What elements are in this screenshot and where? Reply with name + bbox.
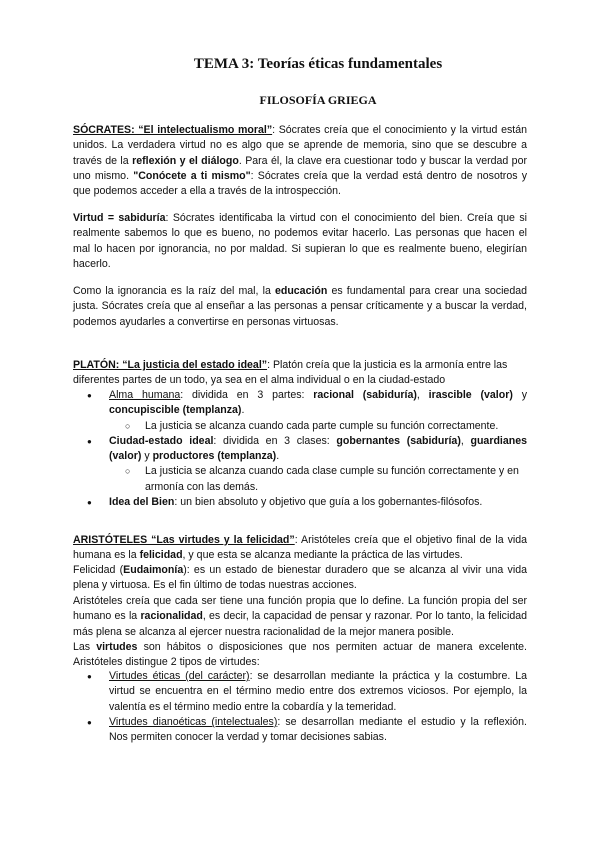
section-title: FILOSOFÍA GRIEGA [259, 93, 377, 107]
list-item: ● Idea del Bien: un bien absoluto y objetivo que guía a los gobernantes-filósofos. [73, 495, 527, 510]
aristoteles-intro: ARISTÓTELES “Las virtudes y la felicidad”: Aristóteles creía que el objetivo final de la vida humana es la felicidad, y que esta se alcanza mediante la práctica de las virtudes. [73, 534, 528, 562]
page-title: TEMA 3: Teorías éticas fundamentales [193, 56, 443, 72]
list-item: ● Ciudad-estado ideal: dividida en 3 clases: gobernantes (sabiduría), guardianes (valor) y productores (templanza). [73, 434, 527, 465]
list-item: ● Alma humana: dividida en 3 partes: racional (sabiduría), irascible (valor) y concupiscible (templanza). [73, 388, 527, 419]
platon-intro: PLATÓN: “La justicia del estado ideal”: Platón creía que la justicia es la armonía entre las diferentes partes de un todo, ya sea en el alma individual o en la ciudad-estado [73, 359, 508, 387]
list-item: ○ La justicia se alcanza cuando cada clase cumple su función correctamente y en armonía con las demás. [73, 464, 527, 495]
socrates-paragraph-3: Como la ignorancia es la raíz del mal, la educación es fundamental para crear una sociedad justa. Sócrates creía que al enseñar a las personas a pensar críticamente y a buscar la verdad, podemos ayudarles a convertirse en personas virtuosas. [73, 285, 527, 328]
aristoteles-felicidad: Felicidad (Eudaimonía): es un estado de bienestar duradero que se alcanza al vivir una vida plena y virtuosa. Es el fin último de todas nuestras acciones. [73, 564, 527, 592]
aristoteles-list [73, 669, 527, 745]
socrates-paragraph-2: Virtud = sabiduría: Sócrates identificaba la virtud con el conocimiento del bien. Creía que si realmente sabemos lo que es bueno, no podemos evitar hacerlo. Las personas que hacen el mal lo hacen por ignorancia, no por maldad. Si supieran lo que es realmente bueno, elegirían hacerlo. [73, 212, 527, 270]
list-item: ● Virtudes éticas (del carácter): se desarrollan mediante la práctica y la costumbre. La virtud se encuentra en el término medio entre dos extremos viciosos. Por ejemplo, la valentía es el término medio entre la cobardía y la temeridad. [73, 669, 527, 715]
list-item: ● Virtudes dianoéticas (intelectuales): se desarrollan mediante el estudio y la reflexión. Nos permiten conocer la verdad y tomar decisiones sabias. [73, 715, 527, 746]
list-item: ○ La justicia se alcanza cuando cada parte cumple su función correctamente. [73, 419, 527, 434]
aristoteles-funcion: Aristóteles creía que cada ser tiene una función propia que lo define. La función propia del ser humano es la racionalidad, es decir, la capacidad de pensar y razonar. Por lo tanto, la felicidad más plena se alcanza al ejercer nuestra racionalidad de la mejor manera posible. [73, 595, 527, 638]
socrates-paragraph-1: SÓCRATES: “El intelectualismo moral”: Sócrates creía que el conocimiento y la virtud están unidos. La verdadera virtud no es algo que se aprende de memoria, sino que se descubre a través de la reflexión y el diálogo. Para él, la clave era cuestionar todo y buscar la verdad por uno mismo. "Conócete a ti mismo": Sócrates creía que la verdad está dentro de nosotros y que podemos acceder a ella a través de la introspección. [73, 124, 528, 198]
platon-heading: PLATÓN: “La justicia del estado ideal” [73, 359, 268, 371]
socrates-heading: SÓCRATES: “El intelectualismo moral” [73, 124, 273, 136]
aristoteles-virtudes: Las virtudes son hábitos o disposiciones que nos permiten actuar de manera excelente. Aristóteles distingue 2 tipos de virtudes: [73, 641, 527, 669]
aristoteles-heading: ARISTÓTELES “Las virtudes y la felicidad” [73, 534, 295, 546]
platon-list [73, 388, 527, 510]
